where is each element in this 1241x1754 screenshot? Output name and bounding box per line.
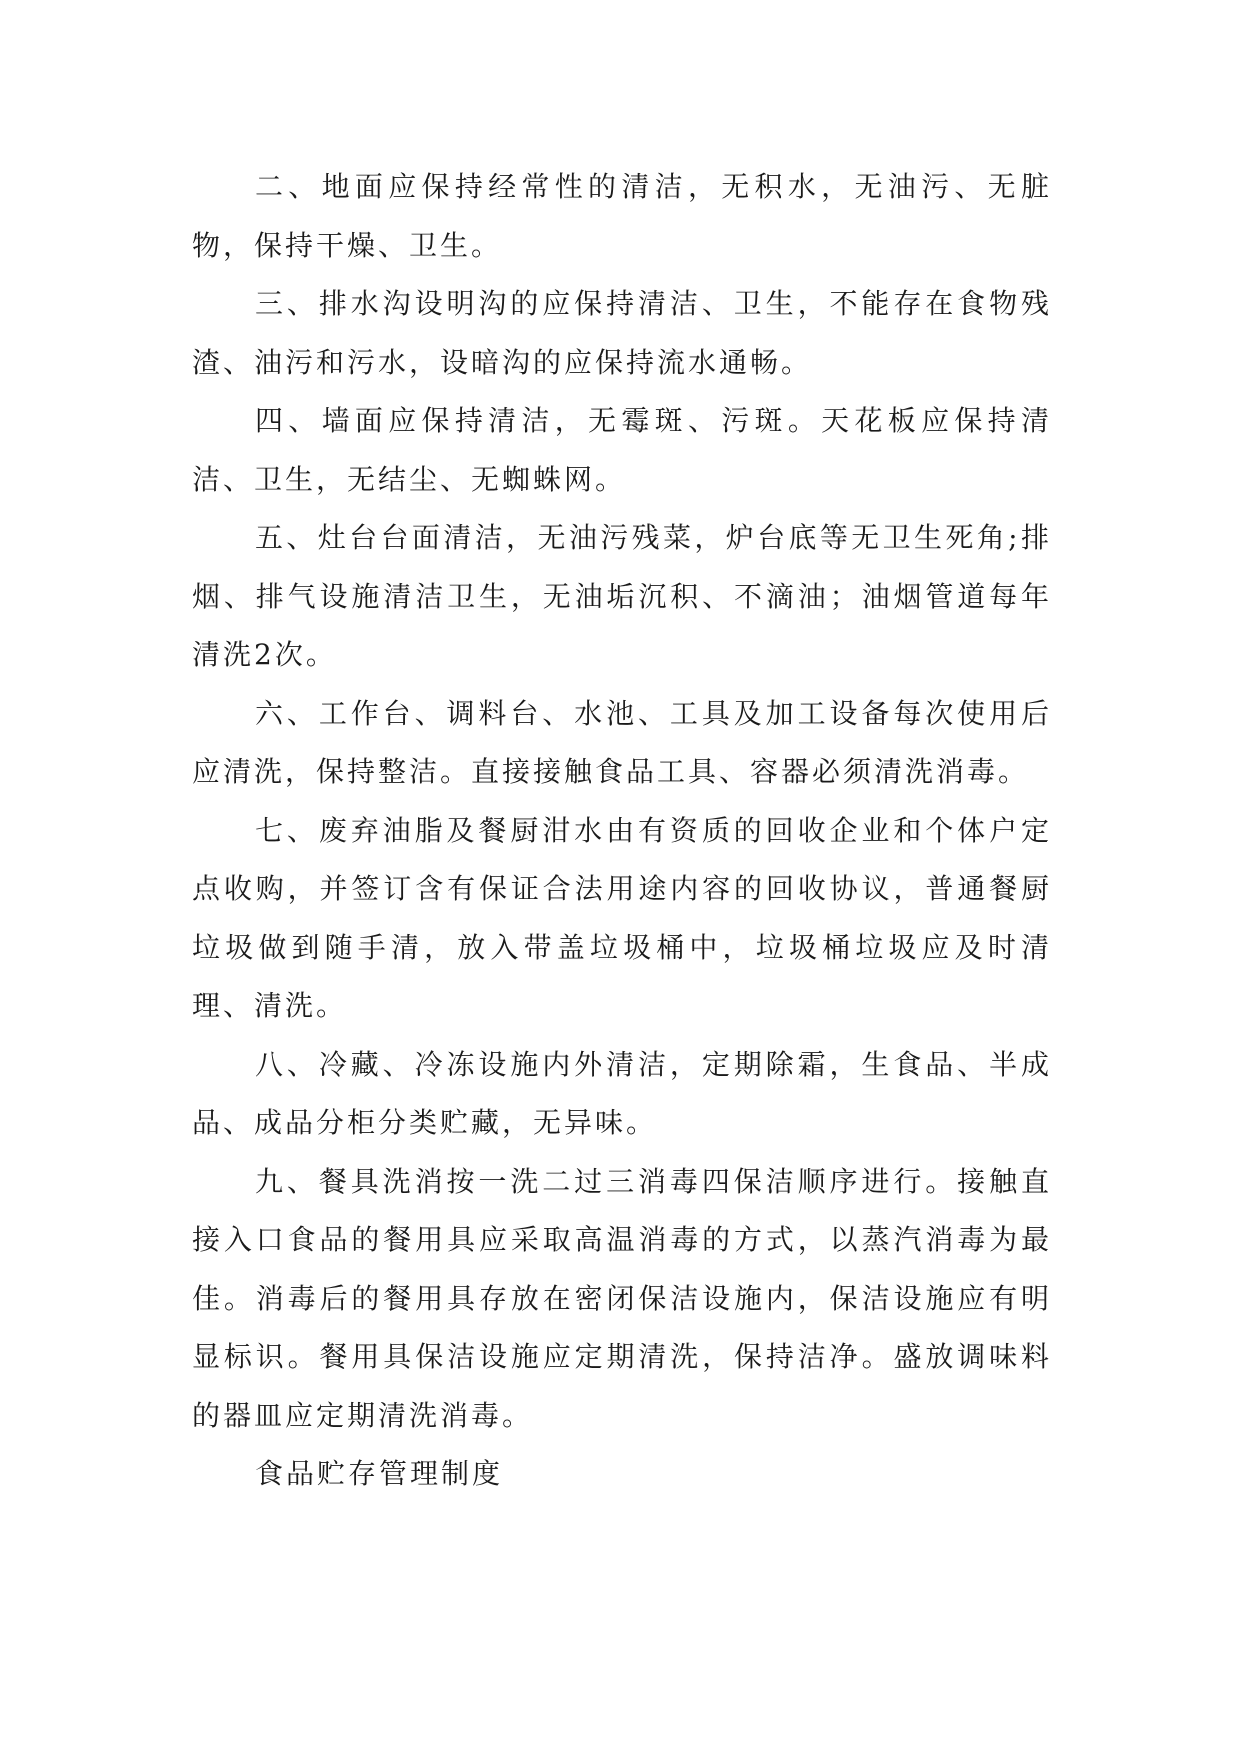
paragraph-2: 二、地面应保持经常性的清洁，无积水，无油污、无脏物，保持干燥、卫生。 [192,170,1052,262]
document-body [192,158,1052,1504]
paragraph-6: 六、工作台、调料台、水池、工具及加工设备每次使用后应清洗，保持整洁。直接接触食品工具、容器必须清洗消毒。 [192,696,1052,788]
paragraph-3: 三、排水沟设明沟的应保持清洁、卫生，不能存在食物残渣、油污和污水，设暗沟的应保持流水通畅。 [192,287,1052,379]
paragraph-4: 四、墙面应保持清洁，无霉斑、污斑。天花板应保持清洁、卫生，无结尘、无蜘蛛网。 [192,404,1052,496]
paragraph-9: 九、餐具洗消按一洗二过三消毒四保洁顺序进行。接触直接入口食品的餐用具应采取高温消毒的方式，以蒸汽消毒为最佳。消毒后的餐用具存放在密闭保洁设施内，保洁设施应有明显标识。餐用具保洁设施应定期清洗，保持洁净。盛放调味料的器皿应定期清洗消毒。 [192,1164,1052,1432]
paragraph-5: 五、灶台台面清洁，无油污残菜，炉台底等无卫生死角;排烟、排气设施清洁卫生，无油垢沉积、不滴油；油烟管道每年清洗2次。 [192,521,1052,671]
paragraph-7: 七、废弃油脂及餐厨泔水由有资质的回收企业和个体户定点收购，并签订含有保证合法用途内容的回收协议，普通餐厨垃圾做到随手清，放入带盖垃圾桶中，垃圾桶垃圾应及时清理、清洗。 [192,813,1052,1022]
section-heading: 食品贮存管理制度 [255,1457,504,1490]
paragraph-8: 八、冷藏、冷冻设施内外清洁，定期除霜，生食品、半成品、成品分柜分类贮藏，无异味。 [192,1047,1052,1139]
